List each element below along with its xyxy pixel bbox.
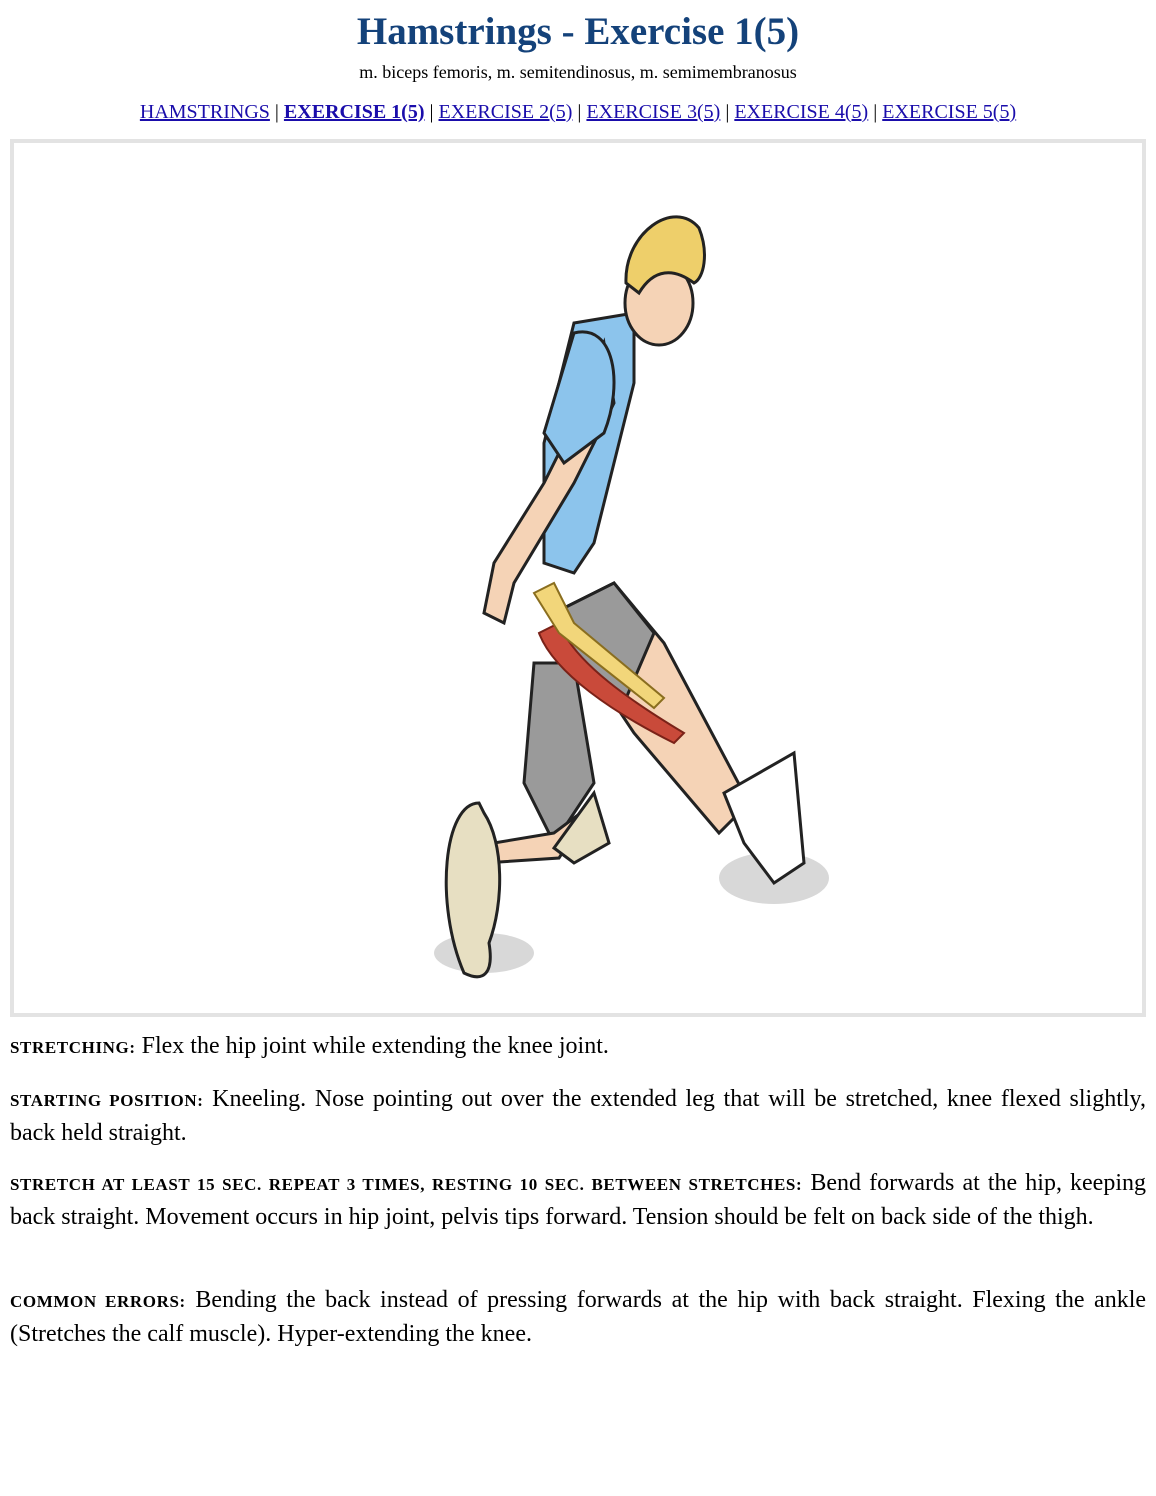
nav-separator: | [429,101,434,123]
stretch-instructions-text: Bend forwards at the hip, keeping back straight. Movement occurs in hip joint, pelvis tips forward. Tension should be felt on back side of the thigh. [10,1170,1146,1230]
nav-separator: | [274,101,279,123]
nav-link-exercise-3[interactable]: EXERCISE 3(5) [586,101,721,123]
starting-position-label: STARTING POSITION: [10,1091,204,1110]
page-title: Hamstrings - Exercise 1(5) [356,10,800,53]
common-errors-label: COMMON ERRORS: [10,1292,186,1311]
muscle-subtitle: m. biceps femoris, m. semitendinosus, m. semimembranosus [359,62,797,82]
stretching-label: STRETCHING: [10,1038,136,1057]
common-errors-text: Bending the back instead of pressing forwards at the hip with back straight. Flexing the ankle (Stretches the calf muscle). Hyper-extending the knee. [10,1287,1147,1347]
nav-separator: | [725,101,730,123]
exercise-illustration-frame [10,139,1146,1017]
nav-link-exercise-1[interactable]: EXERCISE 1(5) [283,101,425,123]
nav-separator: | [577,101,582,123]
exercise-nav [0,98,1156,126]
nav-link-exercise-2[interactable]: EXERCISE 2(5) [438,101,573,123]
starting-position-paragraph [10,1083,1146,1150]
nav-link-exercise-4[interactable]: EXERCISE 4(5) [734,101,869,123]
stretching-text: Flex the hip joint while extending the knee joint. [141,1033,609,1059]
stretch-instructions-paragraph [10,1167,1146,1234]
nav-separator: | [873,101,878,123]
hamstring-stretch-illustration [14,143,1142,1013]
stretching-paragraph [10,1030,1146,1064]
stretch-instructions-label: STRETCH AT LEAST 15 SEC. REPEAT 3 TIMES, RESTING 10 SEC. BETWEEN STRETCHES: [10,1175,803,1194]
nav-link-hamstrings[interactable]: HAMSTRINGS [139,101,270,123]
common-errors-paragraph [10,1284,1146,1351]
nav-link-exercise-5[interactable]: EXERCISE 5(5) [882,101,1017,123]
starting-position-text: Kneeling. Nose pointing out over the extended leg that will be stretched, knee flexed slightly, back held straight. [10,1086,1146,1146]
